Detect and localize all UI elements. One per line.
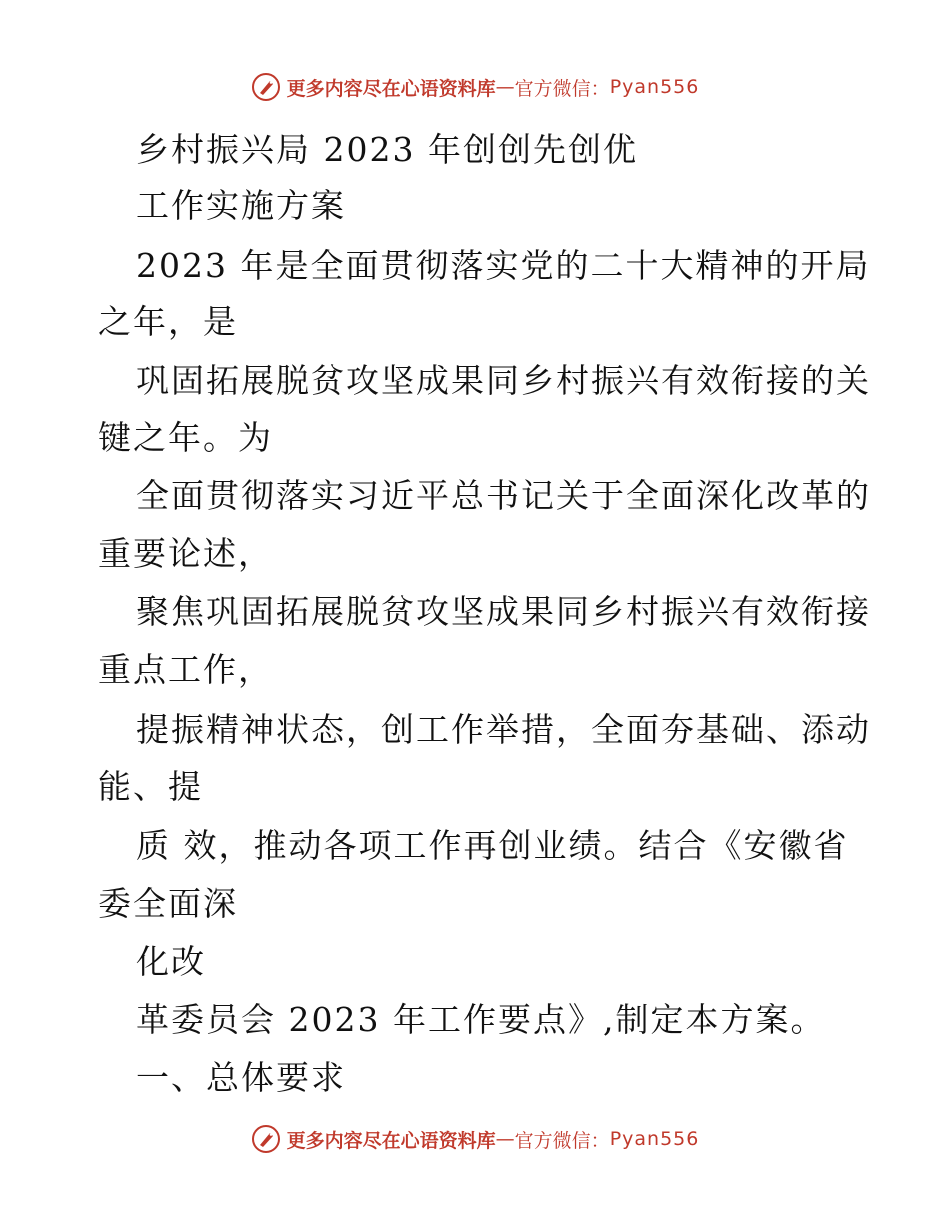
paragraph-line: 能、提 xyxy=(98,767,203,806)
paragraph-line: 重点工作， xyxy=(98,650,273,689)
paragraph-line: 革委员会 2023 年工作要点》,制定本方案。 xyxy=(136,1000,826,1039)
watermark-separator: — xyxy=(495,76,515,98)
paragraph-line: 委全面深 xyxy=(98,884,238,923)
paragraph-line: 巩固拓展脱贫攻坚成果同乡村振兴有效衔接的关 xyxy=(136,361,871,400)
watermark-wechat-id: Pyan556 xyxy=(609,1128,700,1150)
section-heading: 一、总体要求 xyxy=(136,1058,346,1097)
paragraph-line: 重要论述， xyxy=(98,534,273,573)
watermark-official: 官方微信： xyxy=(514,1129,610,1152)
paragraph-line: 全面贯彻落实习近平总书记关于全面深化改革的 xyxy=(136,476,871,515)
paragraph-line: 之年，是 xyxy=(98,302,238,341)
paragraph-line: 质 效，推动各项工作再创业绩。结合《安徽省 xyxy=(136,826,849,865)
watermark-official: 官方微信： xyxy=(514,77,610,100)
paragraph-line: 聚焦巩固拓展脱贫攻坚成果同乡村振兴有效衔接 xyxy=(136,592,871,631)
paragraph-line: 2023 年是全面贯彻落实党的二十大精神的开局 xyxy=(136,246,871,285)
paragraph-line: 化改 xyxy=(136,942,206,981)
paragraph-line: 键之年。为 xyxy=(98,418,273,457)
watermark-text: 更多内容尽在心语资料库 xyxy=(286,1129,496,1152)
pen-nib-logo-icon xyxy=(251,72,281,102)
footer-watermark xyxy=(0,1124,950,1154)
paragraph-line: 提振精神状态，创工作举措，全面夯基础、添动 xyxy=(136,710,871,749)
watermark-text: 更多内容尽在心语资料库 xyxy=(286,77,496,100)
pen-nib-logo-icon xyxy=(251,1124,281,1154)
watermark-wechat-id: Pyan556 xyxy=(609,76,700,98)
header-watermark xyxy=(0,72,950,102)
document-title-line-1: 乡村振兴局 2023 年创创先创优 xyxy=(136,130,638,169)
document-title-line-2: 工作实施方案 xyxy=(136,186,346,225)
watermark-separator: — xyxy=(495,1128,515,1150)
